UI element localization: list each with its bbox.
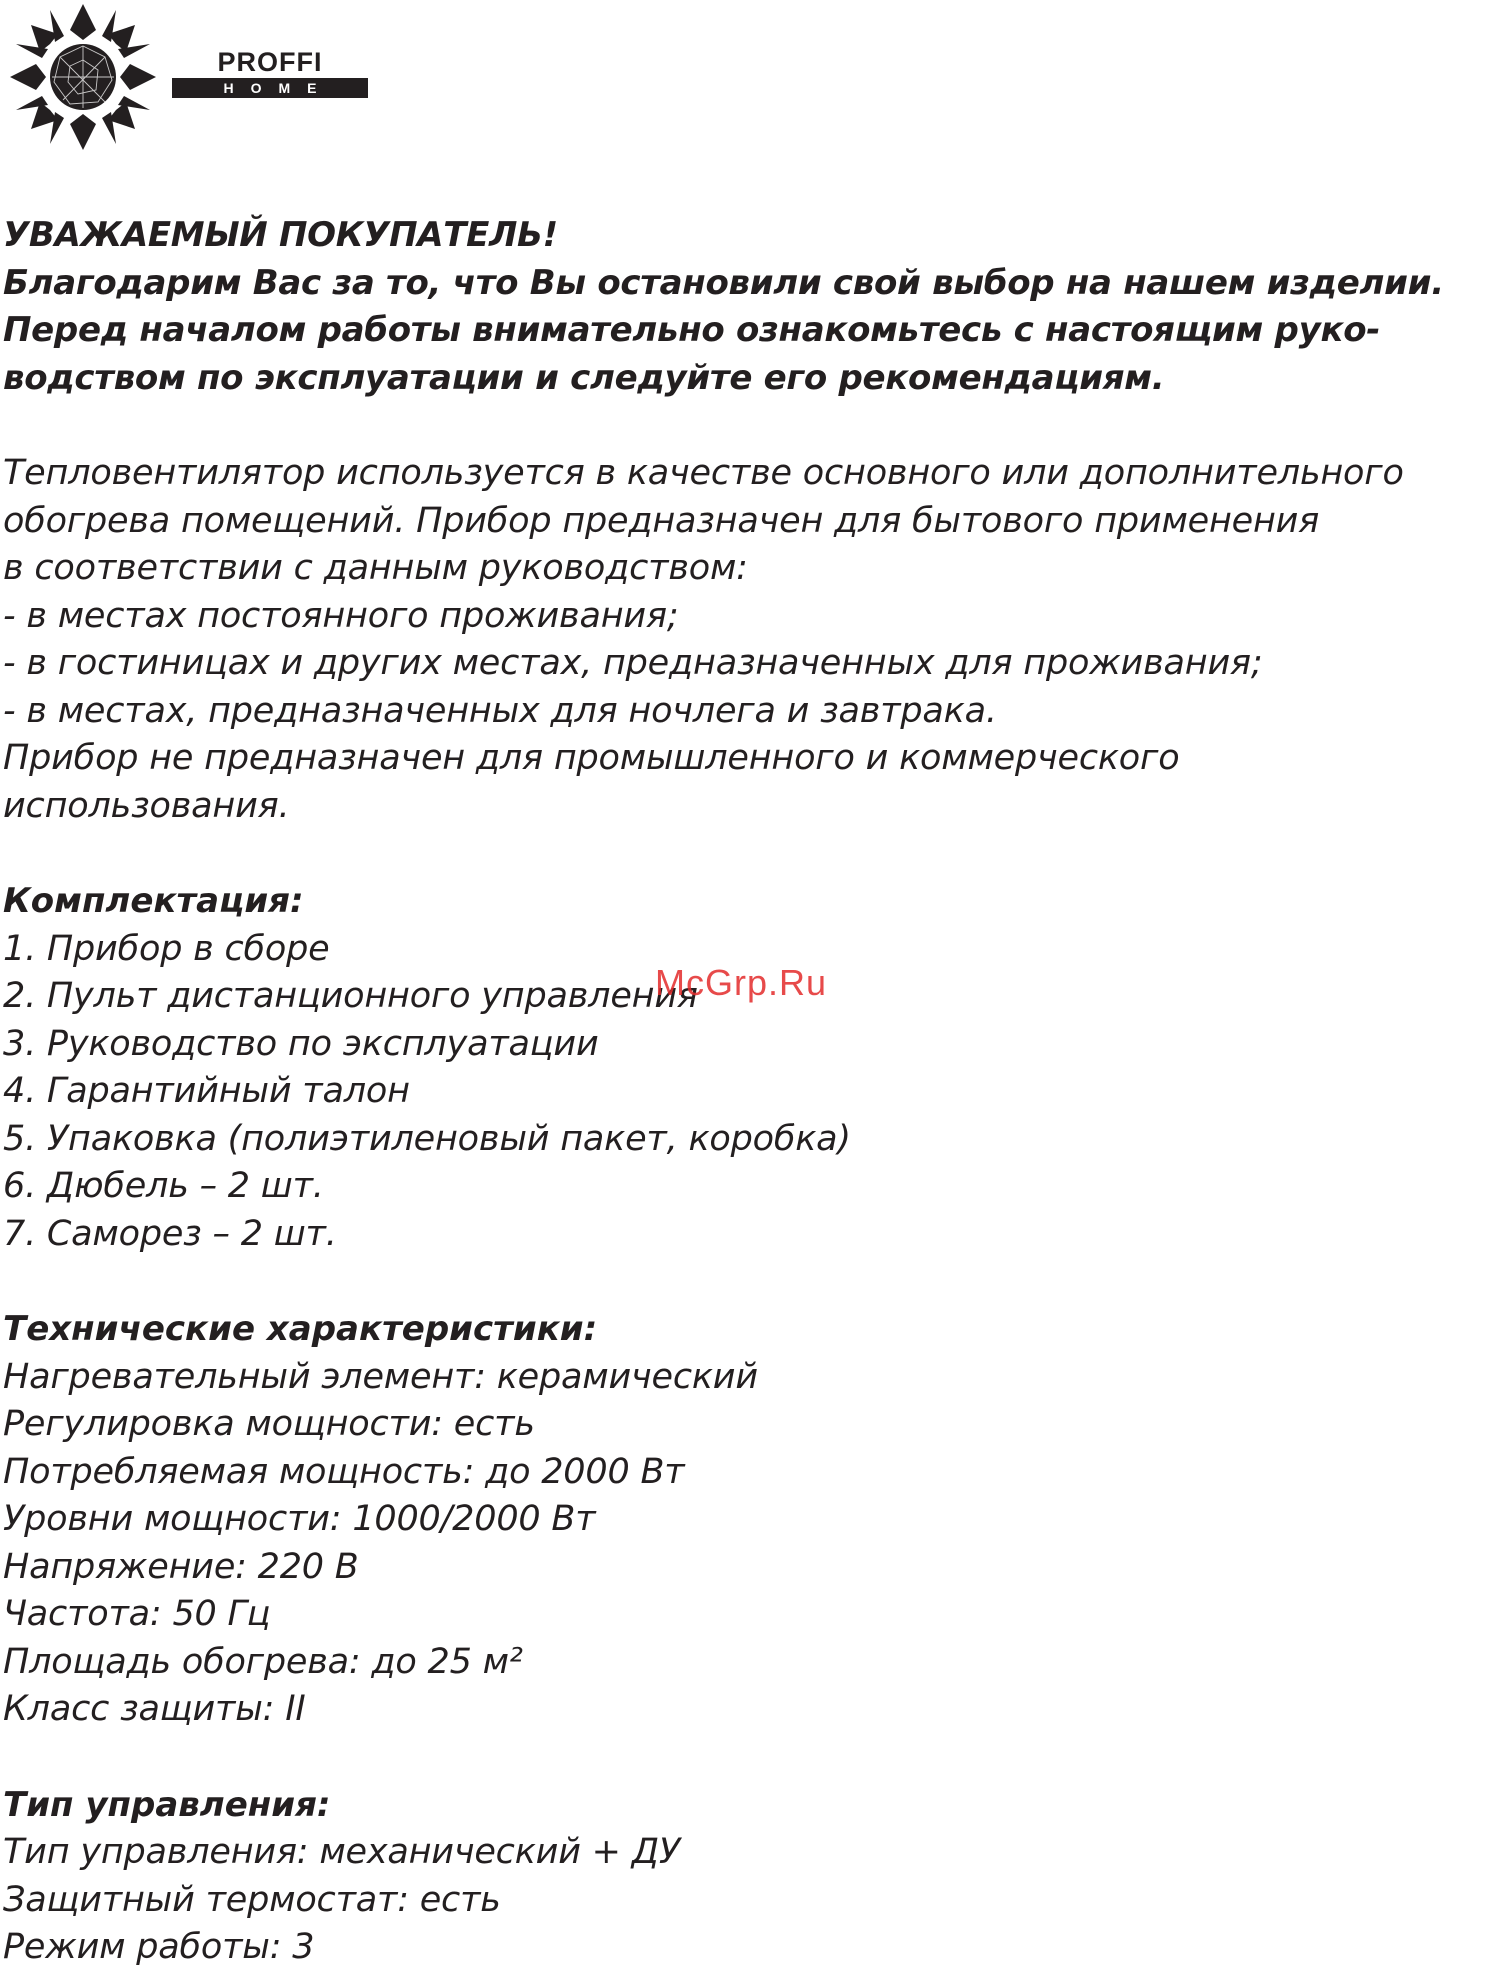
greeting-line: Благодарим Вас за то, что Вы остановили свой выбор на нашем изделии.	[3, 262, 1444, 303]
list-item: Напряжение: 220 В	[3, 1546, 359, 1587]
control-list	[3, 1829, 1493, 1972]
specs-list	[3, 1354, 1493, 1734]
proffi-star-logo-icon	[8, 2, 158, 152]
intro-line: Прибор не предназначен для промышленного и коммерческого	[3, 738, 1180, 778]
list-item: 6. Дюбель – 2 шт.	[3, 1166, 324, 1206]
package-heading: Комплектация:	[3, 881, 304, 921]
intro-line: Тепловентилятор используется в качестве основного или дополнительного	[3, 453, 1404, 493]
list-item: 7. Саморез – 2 шт.	[3, 1213, 337, 1254]
document-body	[3, 212, 1493, 1972]
list-item: Защитный термостат: есть	[3, 1879, 501, 1920]
brand-sub: HOME	[172, 78, 368, 98]
greeting-block	[3, 212, 1493, 402]
list-item: 3. Руководство по эксплуатации	[3, 1023, 599, 1064]
list-item: Класс защиты: II	[3, 1689, 306, 1729]
brand-logo	[172, 48, 368, 98]
control-heading: Тип управления:	[3, 1784, 331, 1825]
list-item: Уровни мощности: 1000/2000 Вт	[3, 1499, 596, 1539]
list-item: 1. Прибор в сборе	[3, 928, 330, 969]
watermark: McGrp.Ru	[655, 962, 828, 1003]
intro-paragraph	[3, 450, 1493, 830]
list-item: Регулировка мощности: есть	[3, 1404, 535, 1444]
list-item: 2. Пульт дистанционного управления	[3, 976, 698, 1016]
list-item: Тип управления: механический + ДУ	[3, 1832, 680, 1872]
list-item: Площадь обогрева: до 25 м²	[3, 1641, 523, 1682]
greeting-line: Перед началом работы внимательно ознакомьтесь с настоящим руко-	[3, 310, 1381, 350]
intro-line: - в гостиницах и других местах, предназначенных для проживания;	[3, 643, 1263, 683]
list-item: 4. Гарантийный талон	[3, 1071, 410, 1111]
intro-line: обогрева помещений. Прибор предназначен для бытового применения	[3, 500, 1320, 541]
intro-line: в соответствии с данным руководством:	[3, 548, 748, 588]
list-item: Режим работы: 3	[3, 1927, 315, 1967]
list-item: Частота: 50 Гц	[3, 1594, 271, 1634]
list-item: Потребляемая мощность: до 2000 Вт	[3, 1451, 685, 1492]
intro-line: использования.	[3, 785, 290, 826]
brand-name: PROFFI	[217, 47, 323, 77]
list-item: Нагревательный элемент: керамический	[3, 1356, 758, 1397]
greeting-line: водством по эксплуатации и следуйте его рекомендациям.	[3, 357, 1165, 398]
greeting-title: УВАЖАЕМЫЙ ПОКУПАТЕЛЬ!	[3, 215, 558, 255]
intro-line: - в местах постоянного проживания;	[3, 595, 679, 636]
intro-line: - в местах, предназначенных для ночлега и завтрака.	[3, 690, 997, 731]
specs-heading: Технические характеристики:	[3, 1309, 598, 1349]
list-item: 5. Упаковка (полиэтиленовый пакет, коробка)	[3, 1118, 851, 1159]
